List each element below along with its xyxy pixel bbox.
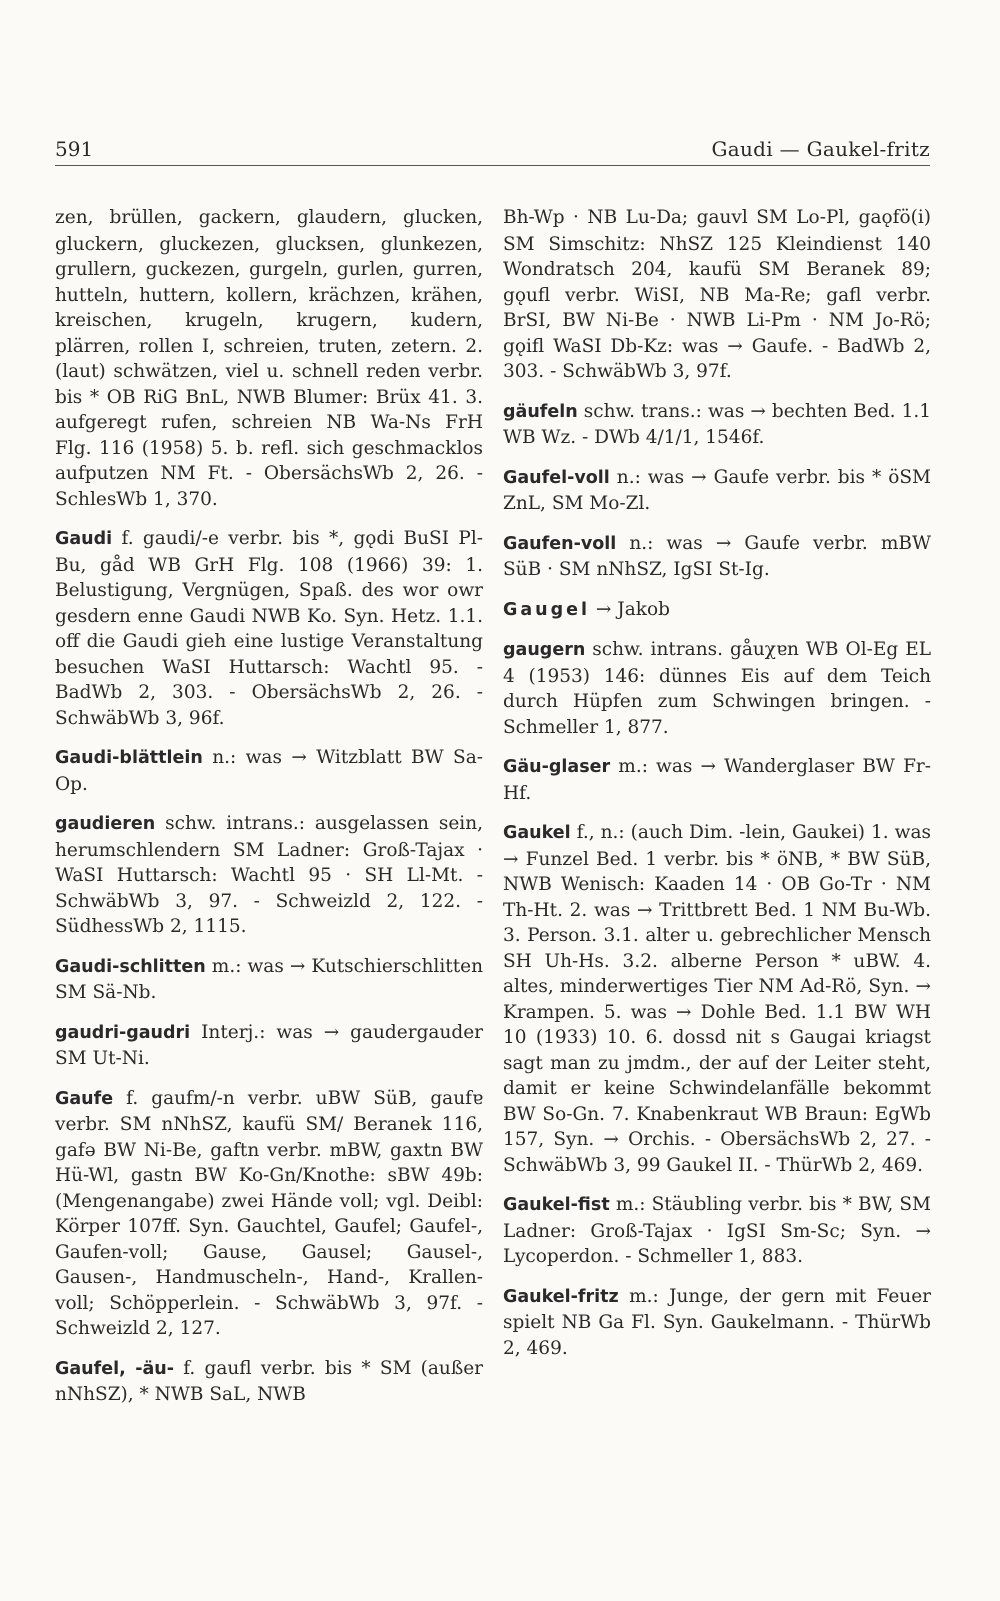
- headword: Gaukel: [503, 823, 571, 843]
- dictionary-entry: gaugern schw. intrans. gåuχɐn WB Ol-Eg EL 4 (1953) 146: dünnes Eis auf dem Teich durch Hüpfen zum Schwingen bringen. - Schmeller 1, 877.: [503, 639, 931, 738]
- dictionary-entry: zen, brüllen, gackern, glaudern, glucken, gluckern, gluckezen, glucksen, glunkezen, grullern, guckezen, gurgeln, gurlen, gurren, hutteln, huttern, kollern, krächzen, krähen, kreischen, krugeln, krugern, kudern, plärren, rollen I, schreien, truten, zetern. 2. (laut) schwätzen, viel u. schnell reden verbr. bis * OB RiG BnL, NWB Blumer: Brüx 41. 3. aufgeregt rufen, schreien NB Wa-Ns FrH Flg. 116 (1958) 5. b. refl. sich geschmacklos aufputzen NM Ft. - ObersächsWb 2, 26. - SchlesWb 1, 370.: [55, 207, 483, 510]
- page-number: 591: [55, 137, 94, 161]
- dictionary-entry: Gaudi-schlitten m.: was → Kutschierschlitten SM Sä-Nb.: [55, 955, 483, 1003]
- dictionary-entry: Gaufel, -äu- f. gaufl verbr. bis * SM (außer nNhSZ), * NWB SaL, NWB: [55, 1357, 483, 1405]
- dictionary-entry: Bh-Wp · NB Lu-Da; gauvl SM Lo-Pl, gaǫfö(i) SM Simschitz: NhSZ 125 Kleindienst 140 Wondratsch 204, kaufü SM Beranek 89; gǫufl verbr. WiSI, NB Ma-Re; gafl verbr. BrSI, BW Ni-Be · NWB Li-Pm · NM Jo-Rö; gǫifl WaSI Db-Kz: was → Gaufe. - BadWb 2, 303. - SchwäbWb 3, 97f.: [503, 207, 931, 382]
- dictionary-entry: Gaukel-fritz m.: Junge, der gern mit Feuer spielt NB Ga Fl. Syn. Gaukelmann. - ThürWb 2, 469.: [503, 1285, 931, 1359]
- dictionary-entry: gäufeln schw. trans.: was → bechten Bed. 1.1 WB Wz. - DWb 4/1/1, 1546f.: [503, 400, 931, 448]
- headword: Gaukel-fritz: [503, 1286, 619, 1307]
- headword: Gaugel: [503, 599, 591, 620]
- dictionary-entry: Gaufel-voll n.: was → Gaufe verbr. bis * öSM ZnL, SM Mo-Zl.: [503, 466, 931, 514]
- headword: Gaudi-blättlein: [55, 748, 203, 768]
- dictionary-entry: Gaudi f. gaudi/-e verbr. bis *, gǫdi BuSI Pl-Bu, gåd WB GrH Flg. 108 (1966) 39: 1. Belustigung, Vergnügen, Spaß. des wor owr gesdern enne Gaudi NWB Ko. Syn. Hetz. 1.1. off die Gaudi gieh eine lustige Veranstaltung besuchen WaSI Huttarsch: Wachtl 95. - BadWb 2, 303. - ObersächsWb 2, 26. - SchwäbWb 3, 96f.: [55, 528, 483, 729]
- headword: Gaudi-schlitten: [55, 956, 206, 977]
- dictionary-entry: Gaufe f. gaufm/-n verbr. uBW SüB, gaufɐ verbr. SM nNhSZ, kaufü SM/ Beranek 116, gafə BW Ni-Be, gaftn verbr. mBW, gaxtn BW Hü-Wl, gastn BW Ko-Gn/Knothe: sBW 49b: (Mengenangabe) zwei Hände voll; vgl. Deibl: Körper 107ff. Syn. Gauchtel, Gaufel; Gaufel-, Gaufen-voll; Gause, Gausel; Gausel-, Gausen-, Handmuscheln-, Hand-, Krallen-voll; Schöpperlein. - SchwäbWb 3, 97f. - Schweizld 2, 127.: [55, 1087, 483, 1339]
- dictionary-entry: Gaukel f., n.: (auch Dim. -lein, Gaukei) 1. was → Funzel Bed. 1 verbr. bis * öNB, * BW SüB, NWB Wenisch: Kaaden 14 · OB Go-Tr · NM Th-Ht. 2. was → Trittbrett Bed. 1 NM Bu-Wb. 3. Person. 3.1. alter u. gebrechlicher Mensch SH Uh-Hs. 3.2. alberne Person * uBW. 4. altes, minderwertiges Tier NM Ad-Rö, Syn. → Krampen. 5. was → Dohle Bed. 1.1 BW WH 10 (1933) 10. 6. dossd nit s Gaugai kriagst sagt man zu jmdm., der auf der Leiter steht, damit er keine Schwindelanfälle bekommt BW So-Gn. 7. Knabenkraut WB Braun: EgWb 157, Syn. → Orchis. - ObersächsWb 2, 27. - SchwäbWb 3, 99 Gaukel II. - ThürWb 2, 469.: [503, 822, 931, 1176]
- page-header: [55, 137, 930, 166]
- dictionary-entry: Gaukel-fist m.: Stäubling verbr. bis * BW, SM Ladner: Groß-Tajax · IgSI Sm-Sc; Syn. → Lycoperdon. - Schmeller 1, 883.: [503, 1194, 931, 1267]
- dictionary-entry: Gaudi-blättlein n.: was → Witzblatt BW Sa-Op.: [55, 747, 483, 795]
- dictionary-entry: Gaugel → Jakob: [503, 598, 670, 620]
- dictionary-entry: gaudieren schw. intrans.: ausgelassen sein, herumschlendern SM Ladner: Groß-Tajax · WaSI Huttarsch: Wachtl 95 · SH Ll-Mt. - SchwäbWb 3, 97. - Schweizld 2, 122. - SüdhessWb 2, 1115.: [55, 813, 483, 937]
- left-column: [55, 205, 483, 1422]
- headword: gaudri-gaudri: [55, 1022, 191, 1043]
- right-column: [503, 205, 931, 1375]
- headword: gäufeln: [503, 401, 578, 422]
- dictionary-entry: Gaufen-voll n.: was → Gaufe verbr. mBW SüB · SM nNhSZ, IgSI St-Ig.: [503, 532, 931, 580]
- headword: Gaudi: [55, 529, 113, 549]
- headword: Gaukel-fist: [503, 1195, 610, 1215]
- headword: gaugern: [503, 640, 586, 660]
- headword: Gaufel-voll: [503, 467, 610, 488]
- headword: Gaufen-voll: [503, 533, 617, 554]
- headword: gaudieren: [55, 814, 156, 834]
- headword: Gäu-glaser: [503, 757, 611, 777]
- running-head: Gaudi — Gaukel-fritz: [711, 137, 930, 161]
- headword: Gaufel, -äu-: [55, 1358, 174, 1379]
- dictionary-entry: gaudri-gaudri Interj.: was → gaudergauder SM Ut-Ni.: [55, 1021, 483, 1069]
- dictionary-entry: Gäu-glaser m.: was → Wanderglaser BW Fr-Hf.: [503, 756, 931, 804]
- headword: Gaufe: [55, 1088, 114, 1109]
